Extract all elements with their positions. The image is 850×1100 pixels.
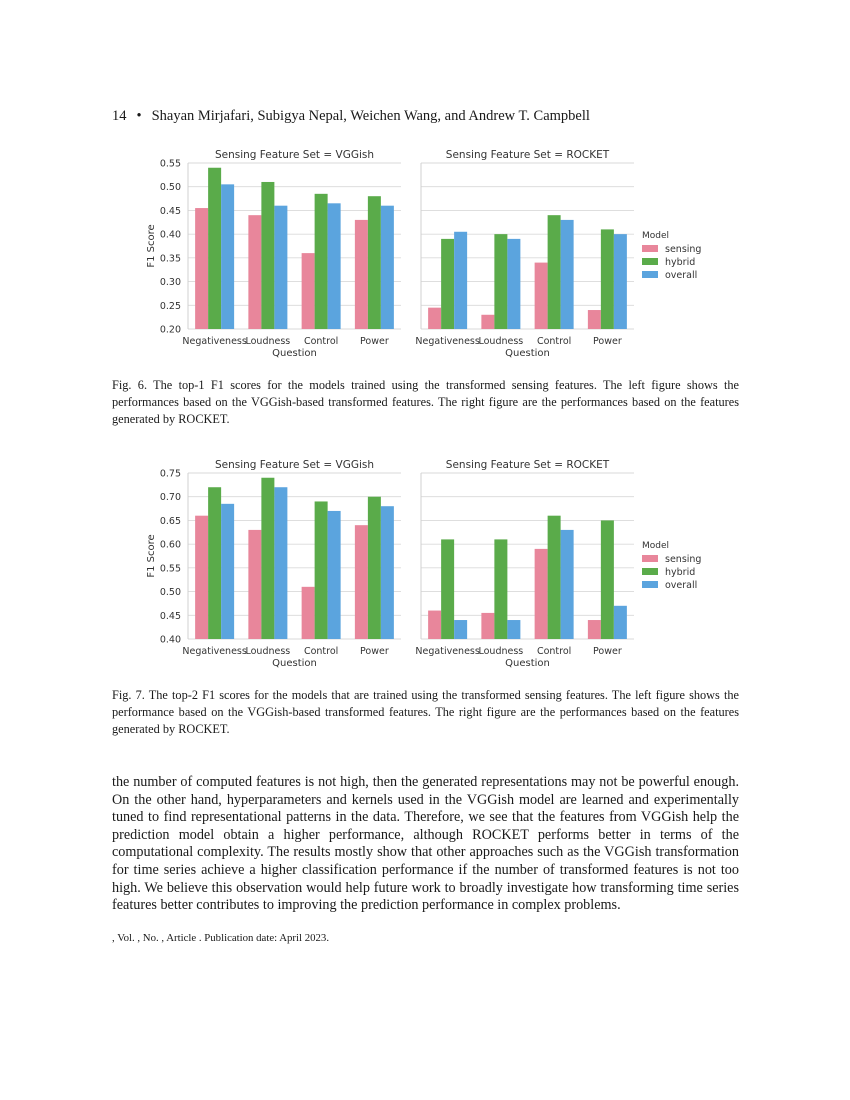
panel-2-bar-sensing-control (535, 263, 548, 329)
panel-2-bar-hybrid-loudness (494, 234, 507, 329)
panel-1-bar-overall-control (328, 511, 341, 639)
panel-1-title: Sensing Feature Set = VGGish (214, 149, 375, 161)
panel-2-x-tick-label: Loudness (478, 646, 524, 657)
panel-1-bar-hybrid-loudness (261, 478, 274, 639)
panel-2-bar-overall-power (614, 606, 627, 639)
legend-label-sensing: sensing (665, 244, 702, 255)
panel-1-bar-sensing-negativeness (195, 208, 208, 329)
y-tick-label: 0.25 (159, 300, 181, 312)
panel-1-bar-hybrid-control (315, 194, 328, 329)
legend-swatch-hybrid (642, 258, 658, 265)
panel-1-bar-hybrid-power (368, 497, 381, 639)
panel-1-x-axis-label: Question (272, 348, 317, 359)
panel-2-bar-sensing-power (588, 310, 601, 329)
panel-1-bar-hybrid-negativeness (208, 168, 221, 329)
legend-label-overall: overall (665, 270, 698, 281)
panel-2-bar-hybrid-loudness (494, 539, 507, 639)
legend-title: Model (642, 231, 670, 241)
panel-2-bar-overall-control (561, 530, 574, 639)
panel-2-x-tick-label: Negativeness (415, 646, 480, 657)
y-tick-label: 0.45 (159, 205, 181, 217)
y-tick-label: 0.60 (159, 539, 181, 551)
panel-1-bar-hybrid-control (315, 501, 328, 639)
panel-1-bar-hybrid-negativeness (208, 487, 221, 639)
panel-1-x-tick-label: Control (303, 336, 339, 347)
y-tick-label: 0.40 (159, 229, 181, 241)
panel-2-bar-hybrid-control (548, 215, 561, 329)
panel-1-bar-sensing-power (355, 525, 368, 639)
panel-1-bar-overall-loudness (274, 206, 287, 329)
panel-2-x-tick-label: Power (593, 336, 622, 347)
panel-2-bar-sensing-loudness (481, 613, 494, 639)
y-tick-label: 0.65 (159, 515, 181, 527)
figure-7-chart (112, 452, 740, 677)
y-tick-label: 0.55 (159, 563, 181, 575)
panel-1-x-tick-label: Power (360, 646, 389, 657)
panel-1-bar-overall-negativeness (221, 504, 234, 639)
page-number: 14 (112, 108, 127, 124)
figure-7-caption: Fig. 7. The top-2 F1 scores for the models that are trained using the transformed sensing features. The left figure shows the performance based on the VGGish-based transformed features. The right figure are the performances based on the features generated by ROCKET. (112, 688, 739, 736)
y-tick-label: 0.35 (159, 253, 181, 265)
panel-2-x-tick-label: Negativeness (415, 336, 480, 347)
legend-swatch-sensing (642, 245, 658, 252)
panel-1-x-tick-label: Control (303, 646, 339, 657)
y-tick-label: 0.45 (159, 610, 181, 622)
panel-1-bar-overall-power (381, 206, 394, 329)
y-tick-label: 0.40 (159, 634, 181, 646)
y-tick-label: 0.70 (159, 492, 181, 504)
panel-2-x-tick-label: Power (593, 646, 622, 657)
panel-1-x-tick-label: Negativeness (182, 336, 247, 347)
panel-2-bar-hybrid-power (601, 229, 614, 329)
legend-label-hybrid: hybrid (665, 257, 696, 268)
panel-1-x-tick-label: Negativeness (182, 646, 247, 657)
panel-2-bar-hybrid-power (601, 520, 614, 639)
panel-2-x-tick-label: Control (536, 646, 572, 657)
panel-2-bar-hybrid-control (548, 516, 561, 639)
panel-2-bar-overall-power (614, 234, 627, 329)
panel-2-bar-hybrid-negativeness (441, 239, 454, 329)
panel-2-bar-sensing-loudness (481, 315, 494, 329)
panel-2-bar-hybrid-negativeness (441, 539, 454, 639)
panel-1-bar-hybrid-loudness (261, 182, 274, 329)
header-bullet: • (136, 108, 142, 124)
panel-2-x-tick-label: Control (536, 336, 572, 347)
figure-7 (112, 452, 740, 677)
panel-1-bar-sensing-control (302, 253, 315, 329)
panel-1-bar-hybrid-power (368, 196, 381, 329)
panel-1-bar-overall-loudness (274, 487, 287, 639)
legend-title: Model (642, 541, 670, 551)
y-tick-label: 0.55 (159, 158, 181, 170)
panel-2-title: Sensing Feature Set = ROCKET (445, 149, 610, 161)
panel-1-x-tick-label: Loudness (245, 646, 291, 657)
panel-1-bar-sensing-loudness (248, 530, 261, 639)
panel-2-title: Sensing Feature Set = ROCKET (445, 459, 610, 471)
panel-2-bar-sensing-negativeness (428, 611, 441, 639)
panel-2-x-axis-label: Question (505, 348, 550, 359)
y-tick-label: 0.75 (159, 468, 181, 480)
legend-swatch-sensing (642, 555, 658, 562)
panel-1-bar-overall-negativeness (221, 184, 234, 329)
figure-6-caption: Fig. 6. The top-1 F1 scores for the models trained using the transformed sensing features. The left figure shows the performances based on the VGGish-based transformed features. The right figure are the performances based on the features generated by ROCKET. (112, 378, 739, 426)
panel-2-x-axis-label: Question (505, 658, 550, 669)
legend-label-hybrid: hybrid (665, 567, 696, 578)
running-header (112, 108, 590, 125)
y-axis-label: F1 Score (146, 534, 157, 578)
figure-6 (112, 142, 740, 367)
y-tick-label: 0.20 (159, 324, 181, 336)
y-tick-label: 0.30 (159, 277, 181, 289)
legend-swatch-overall (642, 581, 658, 588)
panel-1-bar-sensing-control (302, 587, 315, 639)
header-authors: Shayan Mirjafari, Subigya Nepal, Weichen Wang, and Andrew T. Campbell (151, 108, 590, 124)
panel-2-bar-sensing-power (588, 620, 601, 639)
panel-2-x-tick-label: Loudness (478, 336, 524, 347)
panel-2-bar-overall-loudness (507, 239, 520, 329)
body-paragraph: the number of computed features is not high, then the generated representations may not be powerful enough. On the other hand, hyperparameters and kernels used in the VGGish model are learned and experimentally tuned to find representational patterns in the data. Therefore, we see that the features from VGGish help the prediction model obtain a higher performance, although ROCKET performs better in terms of the computational complexity. The results mostly show that other approaches such as the VGGish transformation for time series achieve a higher classification performance if the number of transformed features is not too high. We believe this observation would help future work to broadly investigate how transforming time series features better contributes to improving the prediction performance in complex problems. (112, 774, 739, 914)
y-axis-label: F1 Score (146, 224, 157, 268)
panel-2-bar-overall-negativeness (454, 620, 467, 639)
panel-1-title: Sensing Feature Set = VGGish (214, 459, 375, 471)
panel-2-bar-sensing-negativeness (428, 308, 441, 329)
panel-1-x-tick-label: Loudness (245, 336, 291, 347)
legend-swatch-overall (642, 271, 658, 278)
panel-2-bar-overall-loudness (507, 620, 520, 639)
panel-1-bar-overall-power (381, 506, 394, 639)
panel-2-bar-overall-control (561, 220, 574, 329)
panel-1-x-axis-label: Question (272, 658, 317, 669)
figure-6-chart (112, 142, 740, 367)
legend-swatch-hybrid (642, 568, 658, 575)
panel-1-bar-overall-control (328, 203, 341, 329)
legend-label-overall: overall (665, 580, 698, 591)
page-footer: , Vol. , No. , Article . Publication date: April 2023. (112, 932, 330, 944)
panel-1-bar-sensing-loudness (248, 215, 261, 329)
legend-label-sensing: sensing (665, 554, 702, 565)
y-tick-label: 0.50 (159, 182, 181, 194)
panel-1-x-tick-label: Power (360, 336, 389, 347)
panel-2-bar-overall-negativeness (454, 232, 467, 329)
panel-1-bar-sensing-negativeness (195, 516, 208, 639)
panel-2-bar-sensing-control (535, 549, 548, 639)
y-tick-label: 0.50 (159, 587, 181, 599)
panel-1-bar-sensing-power (355, 220, 368, 329)
